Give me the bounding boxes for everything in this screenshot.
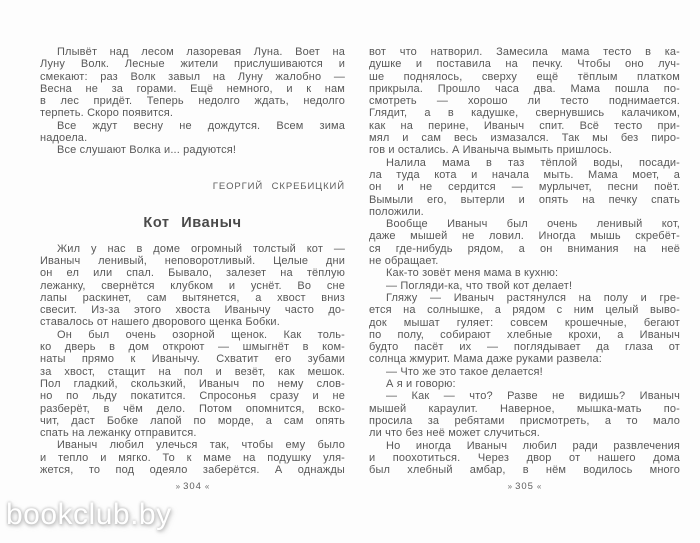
text-line: Как-то зовёт меня мама в кухню: [386, 267, 559, 280]
text-line: положили. [369, 205, 424, 218]
page-number [40, 481, 345, 493]
text-line: мышей караулит. Наверное, мышка-мать по- [369, 402, 680, 415]
text-line: как на перине, Иваныч спит. Всё тесто при- [369, 119, 680, 132]
text-line: терпеть. Скоро появится. [40, 107, 174, 120]
page-right [369, 46, 680, 493]
text-line: будто пасёт их — поглядывает да глаза от [369, 341, 680, 354]
text-line: Все ждут весну не дождутся. Всем зима [57, 119, 345, 132]
text-line: Жил у нас в доме огромный толстый кот — [57, 242, 345, 255]
text-line: разберёт, в чём дело. Потом опомнится, вско- [40, 402, 345, 415]
text-line: в лес придёт. Теперь недолго ждать, недолго [40, 95, 345, 108]
text-line: лежанку, свернётся клубком и уснёт. Во сне [40, 279, 345, 292]
text-line: ется на солнышке, а рядом с ним целый выво- [369, 304, 680, 317]
author-name: ГЕОРГИЙ СКРЕБИЦКИЙ [212, 180, 345, 192]
text-line: он и не сердится — мурлычет, песни поёт. [369, 181, 680, 194]
page-number [369, 481, 680, 493]
text-line: Весна не за горами. Ещё немного, и к нам [40, 82, 345, 95]
page-body [40, 46, 345, 476]
text-line: жется, то под одеяло заберётся. А однажды [40, 464, 345, 477]
text-line: и поохотиться. Через двор от нашего дома [369, 451, 680, 464]
text-line: — Что же это такое делается! [386, 365, 543, 378]
text-line: душке и поставила на печку. Чтобы оно луч- [369, 58, 680, 71]
text-line: Вымыли его, вытерли и опять на печку спать [369, 193, 680, 206]
text-line: ла туда кота и начала мыть. Мама моет, а [369, 168, 680, 181]
page-ornament-left-icon: » [507, 482, 513, 492]
text-line: А я и говорю: [386, 378, 456, 391]
text-line: — Как — что? Разве не видишь? Иваныч [386, 390, 680, 403]
text-line: спать на лежанку отправится. [40, 427, 197, 440]
text-line: по полу, собирают хлебные крохи, а Иваныч [369, 328, 680, 341]
text-line: лапы раскинет, сам вытянется, а хвост вниз [40, 291, 345, 304]
page-left [40, 46, 345, 493]
text-line: он ел или спал. Бывало, залезет на тёплую [40, 267, 345, 280]
text-line: вот что натворил. Замесила мама тесто в ка- [369, 46, 680, 58]
text-line: не обращает. [369, 255, 439, 268]
text-line: Налила мама в таз тёплой воды, посади- [386, 156, 680, 169]
text-line: Иваныч ленивый, неповоротливый. Целые дни [40, 254, 345, 267]
page-ornament-left-icon: » [175, 482, 181, 492]
text-line: прикрыла. Прошло часа два. Мама пошла по- [369, 82, 680, 95]
text-line: даже мышей не ловил. Иногда мышь скребёт- [369, 230, 680, 243]
text-line: мял и сам весь измазался. Так мы без пиро- [369, 132, 680, 145]
text-line: за хвост, стащит на пол и везёт, как мешок. [40, 365, 345, 378]
story-title: Кот Иваныч [143, 214, 242, 231]
text-line: просила за ребятами присмотреть, а то мало [369, 414, 680, 427]
text-line: Он был очень озорной щенок. Как толь- [57, 328, 345, 341]
text-line: Пол гладкий, скользкий, Иваныч по нему слов- [40, 377, 345, 390]
text-line: ставалось от нашего дворового щенка Бобки. [40, 316, 280, 329]
text-line: надоела. [40, 132, 88, 145]
text-line: но по льду покатится. Спросонья сразу и не [40, 390, 345, 403]
page-number-value: 304 [183, 481, 202, 493]
text-line: свесит. Из-за этого хвоста Иванычу часто до- [40, 304, 345, 317]
text-line: Луну Волк. Лесные жители прислушиваются и [40, 58, 345, 71]
text-line: Вообще Иваныч был очень ленивый кот, [386, 218, 680, 231]
text-line: Все слушают Волка и... радуются! [57, 144, 237, 157]
text-line: Глядит, а в кадушке, свернувшись калачиком, [369, 107, 680, 120]
watermark-bookclub: bookclub.by [6, 498, 172, 531]
text-line: Плывёт над лесом лазоревая Луна. Воет на [57, 46, 345, 58]
text-line: чит, даст Бобке лапой по морде, а сам опять [40, 414, 345, 427]
page-body [369, 46, 680, 476]
text-line: был хлебный амбар, в нём водилось много [369, 464, 680, 477]
text-line: солнца жмурит. Мама даже руками развела: [369, 353, 602, 366]
text-line: Но иногда Иваныч любил ради развлечения [386, 439, 680, 452]
text-line: смекают: раз Волк завыл на Луну жалобно — [40, 70, 345, 83]
text-line: ли что без неё может случиться. [369, 427, 540, 440]
text-line: наты прямо к Иванычу. Схватит его зубами [40, 353, 345, 366]
text-line: ше поднялось, сверху ещё тёплым платком [369, 70, 680, 83]
text-line: — Погляди-ка, что твой кот делает! [386, 279, 573, 292]
page-number-value: 305 [515, 481, 534, 493]
text-line: гов и остались. А Иваныча вымыть пришлось. [369, 144, 612, 157]
text-line: ся где-нибудь рядом, а он внимания на неё [369, 242, 680, 255]
text-line: Иваныч любил улечься так, чтобы ему было [57, 439, 345, 452]
text-line: ко дверь в дом откроют — шмыгнёт в ком- [40, 341, 345, 354]
page-ornament-right-icon: « [204, 482, 210, 492]
text-line: и тепло и мягко. То к маме на подушку уля- [40, 451, 345, 464]
text-line: смотреть — хорошо ли тесто поднимается. [369, 95, 680, 108]
text-line: док мышат гуляет: совсем крошечные, бегают [369, 316, 680, 329]
text-line: Гляжу — Иваныч растянулся на полу и гре- [386, 291, 680, 304]
page-ornament-right-icon: « [536, 482, 542, 492]
